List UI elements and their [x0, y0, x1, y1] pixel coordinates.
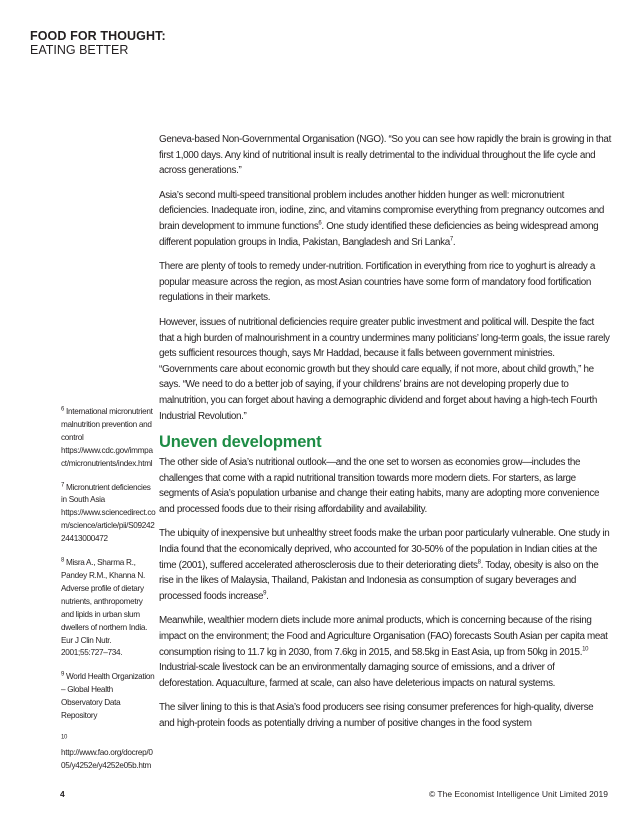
footnote-ref[interactable]: 10 — [582, 646, 589, 653]
footnote: $^6$ International micronutrient malnutrition prevention and control https://www.cdc.gov/immpact/micronutrients/index.html — [61, 406, 153, 468]
main-text-column — [159, 132, 611, 741]
paragraph: The ubiquity of inexpensive but unhealthy street foods make the urban poor particularly vulnerable. One study in India found that the economically deprived, who accounted for 30-50% of the population in Indian cities at the time (2001), suffered accelerated atherosclerosis due to their deteriorating diets$^8$. Today, obesity is also on the rise in the likes of Malaysia, Thailand, Pakistan and Indonesia as consumption of sugary beverages and processed foods increase$^9$. — [159, 528, 610, 602]
header-title: FOOD FOR THOUGHT: — [30, 29, 166, 43]
paragraph: The silver lining to this is that Asia’s food producers see rising consumer preferences for high-quality, diverse and high-protein foods as potentially driving a number of positive changes in the food system — [159, 702, 594, 729]
footnote: $^7$ Micronutrient deficiencies in South Asia https://www.sciencedirect.com/science/article/pii/S0924224413000472 — [61, 481, 156, 544]
footnote: $^{10}$ http://www.fao.org/docrep/005/y4252e/y4252e05b.htm — [61, 734, 153, 770]
paragraph: Geneva-based Non-Governmental Organisation (NGO). “So you can see how rapidly the brain is growing in that first 1,000 days. Any kind of nutritional insult is really detrimental to the individual throughout the life cycle and across generations.” — [159, 134, 611, 177]
paragraph: The other side of Asia’s nutritional outlook—and the one set to worsen as economies grow—includes the challenges that come with a rapid nutritional transition towards more modern diets. For starters, as large segments of Asia’s population urbanise and change their eating habits, many are adopting more convenience and processed foods due to their rising affordability and availability. — [159, 457, 600, 515]
footnote: $^8$ Misra A., Sharma R., Pandey R.M., Khanna N. Adverse profile of dietary nutrients, anthropometry and lipids in urban slum dwellers of northern India. Eur J Clin Nutr. 2001;55:727–734. — [61, 557, 148, 658]
footnotes-column — [61, 406, 156, 784]
paragraph: Meanwhile, wealthier modern diets include more animal products, which is concerning because of the rising impact on the environment; the Food and Agriculture Organisation (FAO) forecasts South Asian per capita meat consumption rising to 11.7 kg in 2030, from 7.6kg in 2015, and 58.5kg in East Asia, up from 50kg in 2015.10 Industrial-scale livestock can be an environmentally damaging source of emissions, and a driver of deforestation. Aquaculture, farmed at scale, can also have deleterious impacts on natural systems. — [159, 615, 608, 689]
paragraph: Asia’s second multi-speed transitional problem includes another hidden hunger as well: micronutrient deficiencies. Inadequate iron, iodine, zinc, and vitamins compromise everything from pregnancy outcomes and brain development to immune functions$^6$. One study identified these deficiencies as being widespread among different population groups in India, Pakistan, Bangladesh and Sri Lanka$^7$. — [159, 189, 605, 248]
copyright: © The Economist Intelligence Unit Limited 2019 — [428, 789, 608, 799]
running-header — [30, 29, 166, 57]
paragraph: There are plenty of tools to remedy under-nutrition. Fortification in everything from rice to yoghurt is already a popular measure across the region, as most Asian countries have some form of mandatory food fortification regulations in their markets. — [159, 261, 595, 304]
paragraph: However, issues of nutritional deficiencies require greater public investment and political will. Despite the fact that a high burden of malnourishment in a country undermines many politicians’ long-term goals, the issue rarely gets sufficient resources though, says Mr Haddad, because it falls between government ministries. “Governments care about economic growth but they should care equally, if not more, about child growth,” he says. “We need to do a better job of saying, if your childrens’ brains are not developing properly due to malnutrition, you can forget about having a demographic dividend and forget about having a high-tech Fourth Industrial Revolution.” — [159, 316, 610, 422]
footnote-ref[interactable]: 8 — [477, 559, 481, 566]
page-number: 4 — [60, 789, 65, 799]
footnote-ref[interactable]: 7 — [449, 236, 453, 243]
footnote-ref[interactable]: 9 — [263, 590, 267, 597]
footnote: $^9$ World Health Organization – Global Health Observatory Data Repository — [61, 671, 155, 721]
header-subtitle: EATING BETTER — [30, 43, 129, 57]
section-heading: Uneven development — [159, 433, 322, 452]
footnote-ref[interactable]: 6 — [318, 220, 322, 227]
